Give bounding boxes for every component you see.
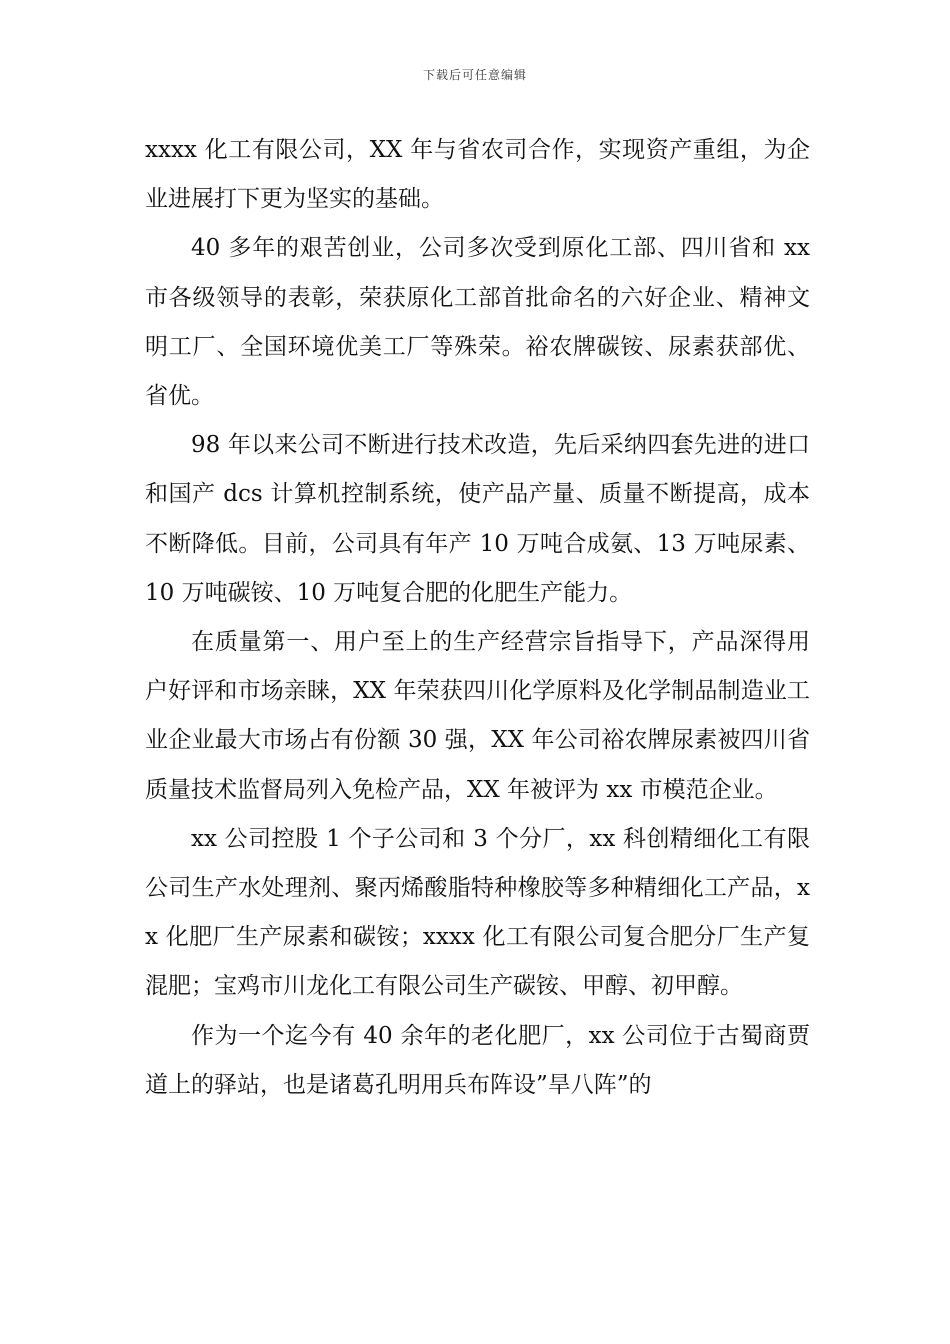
page-header: 下载后可任意编辑	[422, 68, 527, 82]
paragraph-3: 98 年以来公司不断进行技术改造，先后采纳四套先进的进口和国产 dcs 计算机控制系统，使产品产量、质量不断提高，成本不断降低。目前，公司具有年产 10 万吨合成氨、13 万吨尿素、10 万吨碳铵、10 万吨复合肥的化肥生产能力。	[145, 432, 810, 606]
document-body	[145, 126, 810, 1110]
paragraph-2: 40 多年的艰苦创业，公司多次受到原化工部、四川省和 xx 市各级领导的表彰，荣获原化工部首批命名的六好企业、精神文明工厂、全国环境优美工厂等殊荣。裕农牌碳铵、尿素获部优、省优。	[145, 235, 810, 410]
paragraph-6: 作为一个迄今有 40 余年的老化肥厂，xx 公司位于古蜀商贾道上的驿站，也是诸葛孔明用兵布阵设”旱八阵”的	[145, 1022, 810, 1098]
paragraph-5: xx 公司控股 1 个子公司和 3 个分厂，xx 科创精细化工有限公司生产水处理剂、聚丙烯酸脂特种橡胶等多种精细化工产品，xx 化肥厂生产尿素和碳铵；xxxx 化工有限公司复合肥分厂生产复混肥；宝鸡市川龙化工有限公司生产碳铵、甲醇、初甲醇。	[145, 825, 810, 1000]
paragraph-4: 在质量第一、用户至上的生产经营宗旨指导下，产品深得用户好评和市场亲睐，XX 年荣获四川化学原料及化学制品制造业工业企业最大市场占有份额 30 强，XX 年公司裕农牌尿素被四川省质量技术监督局列入免检产品，XX 年被评为 xx 市模范企业。	[145, 629, 810, 803]
paragraph-1: xxxx 化工有限公司，XX 年与省农司合作，实现资产重组，为企业进展打下更为坚实的基础。	[145, 137, 810, 213]
